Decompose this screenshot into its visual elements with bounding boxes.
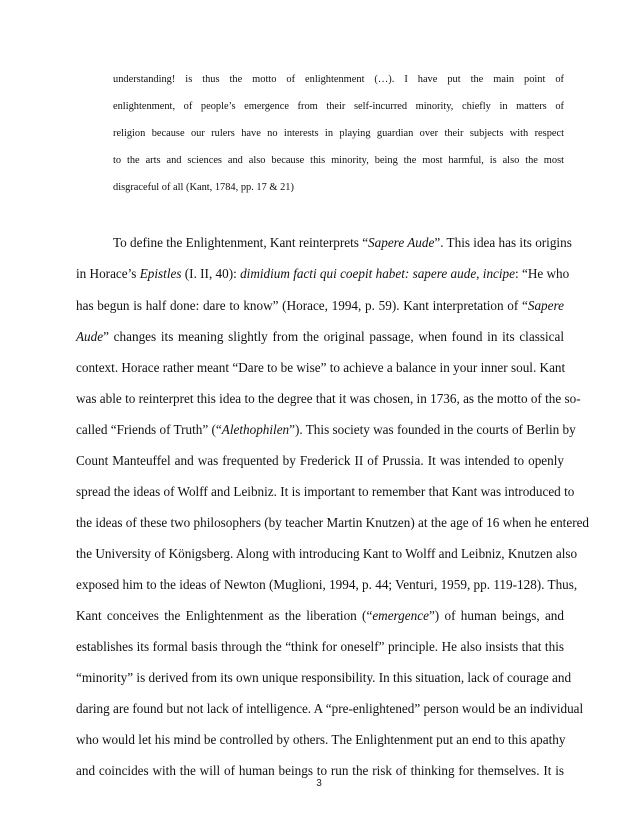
- paragraph-line: has begun is half done: dare to know” (Horace, 1994, p. 59). Kant interpretation of “Sapere: [76, 298, 564, 313]
- paragraph-line: in Horace’s Epistles (I. II, 40): dimidium facti qui coepit habet: sapere aude, incipe: “He who: [76, 266, 570, 281]
- paragraph-line: who would let his mind be controlled by others. The Enlightenment put an end to this apathy: [76, 732, 566, 747]
- paragraph-line: exposed him to the ideas of Newton (Muglioni, 1994, p. 44; Venturi, 1959, pp. 119-128). Thus,: [76, 577, 578, 592]
- paragraph-line: Count Manteuffel and was frequented by Frederick II of Prussia. It was intended to openly: [76, 453, 564, 468]
- paragraph-line: the ideas of these two philosophers (by teacher Martin Knutzen) at the age of 16 when he entered: [76, 515, 590, 530]
- paragraph-line: To define the Enlightenment, Kant reinterprets “Sapere Aude”. This idea has its origins: [113, 235, 572, 250]
- quote-line: understanding! is thus the motto of enlightenment (…). I have put the main point of: [113, 74, 564, 85]
- quote-line: enlightenment, of people’s emergence from their self-incurred minority, chiefly in matters of: [113, 101, 564, 112]
- paragraph-line: the University of Königsberg. Along with introducing Kant to Wolff and Leibniz, Knutzen also: [76, 546, 578, 561]
- paragraph-line: called “Friends of Truth” (“Alethophilen”). This society was founded in the courts of Berlin by: [76, 422, 576, 437]
- quote-line: to the arts and sciences and also because this minority, being the most harmful, is also the most: [113, 155, 564, 166]
- quote-line: religion because our rulers have no interests in playing guardian over their subjects with respect: [113, 128, 564, 139]
- paragraph-line: spread the ideas of Wolff and Leibniz. It is important to remember that Kant was introduced to: [76, 484, 575, 499]
- quote-line: disgraceful of all (Kant, 1784, pp. 17 & 21): [113, 182, 294, 193]
- page-number: 3: [316, 778, 322, 789]
- paragraph-line: establishes its formal basis through the “think for oneself” principle. He also insists that this: [76, 639, 564, 654]
- paragraph-line: context. Horace rather meant “Dare to be wise” to achieve a balance in your inner soul. Kant: [76, 360, 566, 375]
- paragraph-line: Kant conceives the Enlightenment as the liberation (“emergence”) of human beings, and: [76, 608, 564, 623]
- paragraph-line: daring are found but not lack of intelligence. A “pre-enlightened” person would be an individual: [76, 701, 584, 716]
- paragraph-line: was able to reinterpret this idea to the degree that it was chosen, in 1736, as the motto of the so-: [76, 391, 581, 406]
- paragraph-line: and coincides with the will of human beings to run the risk of thinking for themselves. It is: [76, 763, 564, 778]
- paragraph-line: Aude” changes its meaning slightly from the original passage, when found in its classical: [76, 329, 564, 344]
- paragraph-line: “minority” is derived from its own unique responsibility. In this situation, lack of courage and: [76, 670, 572, 685]
